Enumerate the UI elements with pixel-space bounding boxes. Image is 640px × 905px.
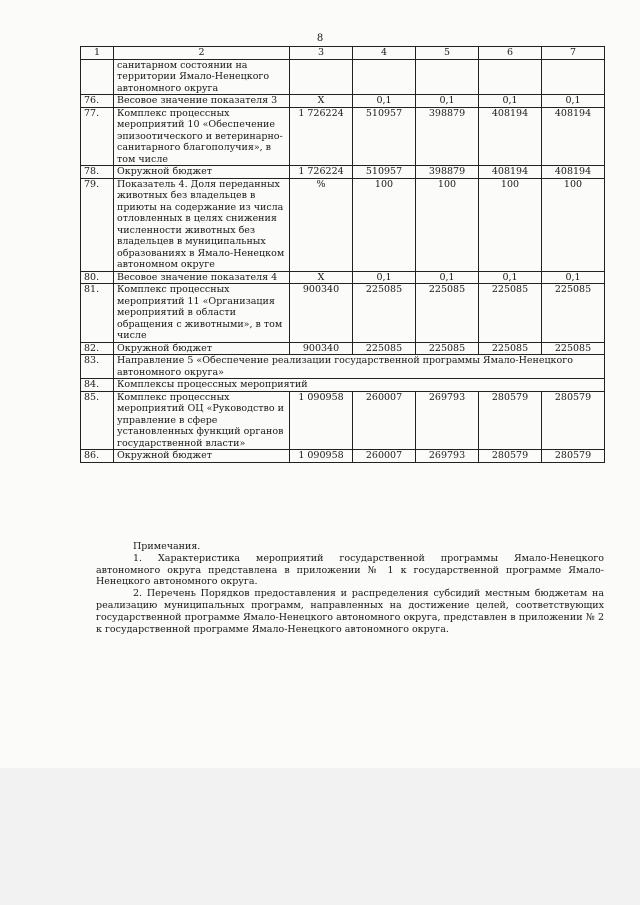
header-cell: 1 [81,47,114,60]
value-cell: 408194 [479,166,542,179]
row-number-cell: 76. [81,95,114,108]
value-cell [479,59,542,95]
notes-title: Примечания. [133,541,201,552]
value-cell: 280579 [542,450,605,463]
row-number-cell: 78. [81,166,114,179]
table-header-row [81,47,605,60]
row-name-cell: Комплексы процессных мероприятий [114,379,605,392]
note-item: 1. Характеристика мероприятий государственной программы Ямало-Ненецкого автономного округа представлена в приложении № 1 к государственной программе Ямало-Ненецкого автономного округа. [96,552,604,588]
notes-section [96,541,604,635]
row-name-cell: Весовое значение показателя 4 [114,271,290,284]
table-row [81,379,605,392]
row-number-cell [81,59,114,95]
value-cell: 225085 [416,284,479,343]
value-cell: 280579 [479,391,542,450]
table-row [81,450,605,463]
value-cell: 280579 [542,391,605,450]
table-row [81,391,605,450]
value-cell: 0,1 [353,271,416,284]
table-row [81,178,605,271]
header-cell: 7 [542,47,605,60]
note-item: 2. Перечень Порядков предоставления и распределения субсидий местным бюджетам на реализацию муниципальных программ, направленных на достижение целей, соответствующих государственной программе Ямало-Ненецкого автономного округа, представлен в приложении № 2 к государственной программе Ямало-Ненецкого автономного округа. [96,588,604,635]
value-cell: Х [290,271,353,284]
budget-table [80,46,605,463]
table-row [81,271,605,284]
value-cell: 100 [353,178,416,271]
value-cell: 1 726224 [290,166,353,179]
row-number-cell: 83. [81,355,114,379]
table-row [81,95,605,108]
row-name-cell: Окружной бюджет [114,166,290,179]
row-number-cell: 81. [81,284,114,343]
value-cell: 510957 [353,166,416,179]
value-cell: 225085 [353,342,416,355]
header-cell: 4 [353,47,416,60]
value-cell: 0,1 [542,95,605,108]
row-name-cell: Комплекс процессных мероприятий 11 «Организация мероприятий в области обращения с животными», в том числе [114,284,290,343]
row-name-cell: Комплекс процессных мероприятий ОЦ «Руководство и управление в сфере установленных функций органов государственной власти» [114,391,290,450]
row-name-cell: Направление 5 «Обеспечение реализации государственной программы Ямало-Ненецкого автономного округа» [114,355,605,379]
row-number-cell: 82. [81,342,114,355]
value-cell: 398879 [416,166,479,179]
table-row [81,355,605,379]
value-cell: 900340 [290,284,353,343]
table-row [81,342,605,355]
row-name-cell: Окружной бюджет [114,450,290,463]
row-name-cell: Показатель 4. Доля переданных животных без владельцев в приюты на содержание из числа отловленных в целях снижения численности животных без владельцев в муниципальных образованиях в Ямало-Ненецком автономном округе [114,178,290,271]
value-cell: 0,1 [353,95,416,108]
value-cell: 900340 [290,342,353,355]
value-cell: 100 [542,178,605,271]
value-cell: 408194 [542,166,605,179]
table-row [81,284,605,343]
value-cell: 225085 [353,284,416,343]
value-cell: 225085 [479,284,542,343]
value-cell: 225085 [542,284,605,343]
row-name-cell: Весовое значение показателя 3 [114,95,290,108]
value-cell: % [290,178,353,271]
value-cell: 0,1 [479,271,542,284]
value-cell: 408194 [479,107,542,166]
row-name-cell: Окружной бюджет [114,342,290,355]
value-cell [542,59,605,95]
value-cell: 0,1 [542,271,605,284]
header-cell: 2 [114,47,290,60]
value-cell: 1 726224 [290,107,353,166]
value-cell: 260007 [353,391,416,450]
value-cell: 1 090958 [290,450,353,463]
value-cell: 225085 [542,342,605,355]
value-cell: 225085 [416,342,479,355]
value-cell: 225085 [479,342,542,355]
value-cell [416,59,479,95]
table-row [81,107,605,166]
value-cell: 260007 [353,450,416,463]
row-number-cell: 77. [81,107,114,166]
table-row [81,59,605,95]
value-cell: 408194 [542,107,605,166]
header-cell: 6 [479,47,542,60]
value-cell: 510957 [353,107,416,166]
header-cell: 3 [290,47,353,60]
row-name-cell: санитарном состоянии на территории Ямало-Ненецкого автономного округа [114,59,290,95]
row-number-cell: 85. [81,391,114,450]
value-cell: 1 090958 [290,391,353,450]
value-cell: 280579 [479,450,542,463]
value-cell: 100 [479,178,542,271]
page-number: 8 [316,33,324,44]
row-number-cell: 86. [81,450,114,463]
table-row [81,166,605,179]
value-cell: 0,1 [479,95,542,108]
row-name-cell: Комплекс процессных мероприятий 10 «Обеспечение эпизоотического и ветеринарно-санитарного благополучия», в том числе [114,107,290,166]
value-cell: 269793 [416,391,479,450]
value-cell: 398879 [416,107,479,166]
value-cell: 100 [416,178,479,271]
row-number-cell: 84. [81,379,114,392]
value-cell: 269793 [416,450,479,463]
value-cell: Х [290,95,353,108]
value-cell [353,59,416,95]
header-cell: 5 [416,47,479,60]
value-cell: 0,1 [416,271,479,284]
value-cell [290,59,353,95]
row-number-cell: 79. [81,178,114,271]
row-number-cell: 80. [81,271,114,284]
value-cell: 0,1 [416,95,479,108]
